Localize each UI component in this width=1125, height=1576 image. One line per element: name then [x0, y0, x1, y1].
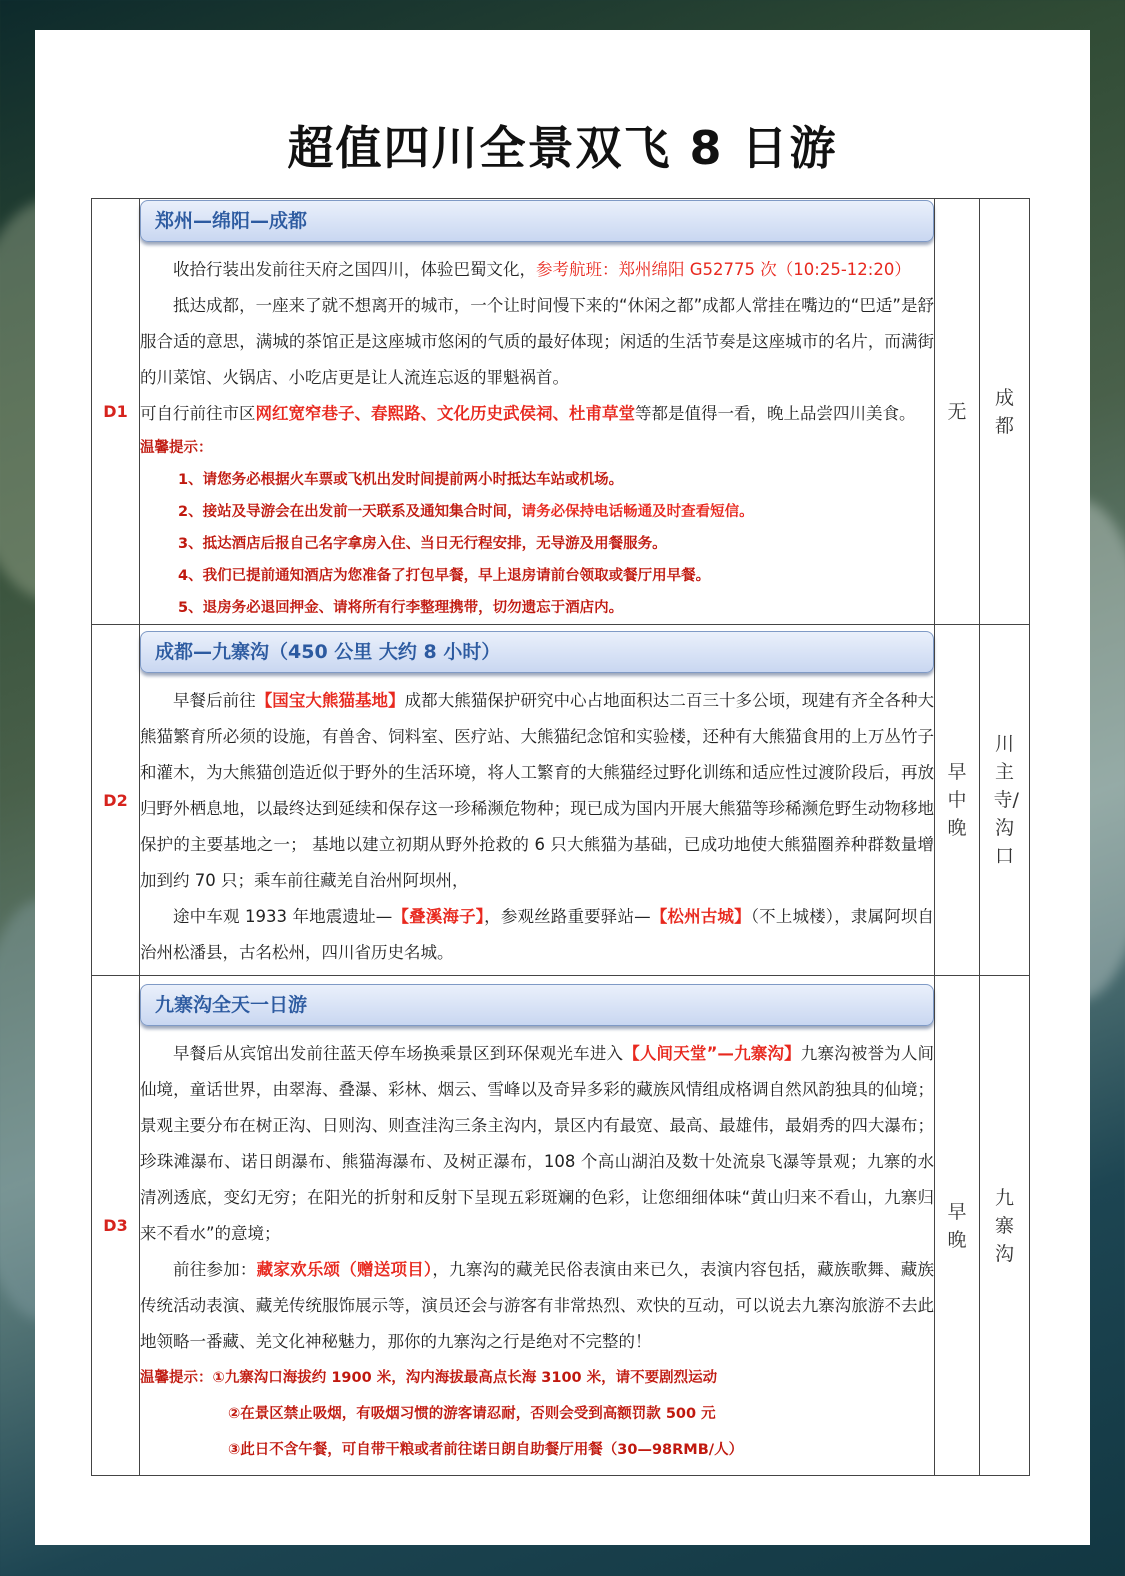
day-label: D2	[92, 625, 140, 976]
day-row-d1	[92, 199, 1030, 625]
hotel-cell	[980, 625, 1030, 976]
tip-item: 1、请您务必根据火车票或飞机出发时间提前两小时抵达车站或机场。	[178, 472, 624, 488]
meals-text: 早中晚	[947, 761, 967, 839]
text: 成都大熊猫保护研究中心占地面积达二百三十多公顷，现建有齐全各种大熊猫繁育所必须的设施，有兽舍、饲料室、医疗站、大熊猫纪念馆和实验楼，还种有大熊猫食用的上万丛竹子和灌木，为大熊猫创造近似于野外的生活环境，将人工繁育的大熊猫经过野化训练和适应性过渡阶段后，再放归野外栖息地，以最终达到延续和保存这一珍稀濒危物种；现已成为国内开展大熊猫等珍稀濒危野生动物移地保护的主要基地之一； 基地以建立初期从野外抢救的 6 只大熊猫为基础，已成功地使大熊猫圈养种群数量增加到约 70 只；乘车前往藏羌自治州阿坝州，	[140, 690, 935, 890]
highlight-attraction: 【松州古城】	[650, 906, 751, 926]
day-label: D3	[92, 976, 140, 1476]
day-content	[140, 976, 935, 1476]
meals-cell	[935, 625, 980, 976]
day-content	[140, 625, 935, 976]
text: ，九寨沟的藏羌民俗表演由来已久，表演内容包括，藏族歌舞、藏族传统活动表演、藏羌传统服饰展示等，演员还会与游客有非常热烈、欢快的互动，可以说去九寨沟旅游不去此地领略一番藏、羌文化神秘魅力，那你的九寨沟之行是绝对不完整的！	[140, 1260, 935, 1351]
tip-item: 3、抵达酒店后报自己名字拿房入住、当日无行程安排，无导游及用餐服务。	[178, 536, 667, 552]
hotel-text: 成都	[994, 386, 1014, 437]
paragraph	[140, 899, 934, 971]
text: 前往参加：	[173, 1260, 257, 1279]
tip-item: 温馨提示：①九寨沟口海拔约 1900 米，沟内海拔最高点长海 3100 米，请不要剧烈运动	[140, 1370, 718, 1386]
paragraph	[140, 1036, 934, 1252]
tip-item: 4、我们已提前通知酒店为您准备了打包早餐，早上退房请前台领取或餐厅用早餐。	[178, 568, 711, 584]
highlight-attraction: 【人间天堂”—九寨沟】	[623, 1044, 801, 1063]
highlight-show: 藏家欢乐颂（赠送项目）	[256, 1260, 433, 1279]
paragraph	[140, 252, 934, 288]
day-label: D1	[92, 199, 140, 625]
route-title: 成都—九寨沟（450 公里 大约 8 小时）	[140, 631, 934, 673]
meals-cell	[935, 976, 980, 1476]
itinerary-page	[35, 30, 1090, 1545]
hotel-text: 九寨沟	[994, 1186, 1014, 1265]
day-row-d2	[92, 625, 1030, 976]
text: 途中车观 1933 年地震遗址—	[173, 906, 393, 926]
tip-title: 温馨提示：	[140, 440, 213, 456]
day-row-d3	[92, 976, 1030, 1476]
flight-info: 参考航班：郑州绵阳 G52775 次（10:25-12:20）	[536, 260, 911, 279]
text: （不上城楼），隶属阿坝自治州松潘县，古名松州，四川省历史名城。	[140, 906, 935, 962]
tip-item: ③此日不含午餐，可自带干粮或者前往诺日朗自助餐厅用餐（30—98RMB/人）	[228, 1442, 744, 1458]
text: 九寨沟被誉为人间仙境，童话世界，由翠海、叠瀑、彩林、烟云、雪峰以及奇异多彩的藏族风情组成格调自然风韵独具的仙境；景观主要分布在树正沟、日则沟、则查洼沟三条主沟内，景区内有最宽、最高、最雄伟，最娟秀的四大瀑布；珍珠滩瀑布、诺日朗瀑布、熊猫海瀑布、及树正瀑布，108 个高山湖泊及数十处流泉飞瀑等景观；九寨的水清冽透底，变幻无穷；在阳光的折射和反射下呈现五彩斑斓的色彩，让您细细体味“黄山归来不看山，九寨归来不看水”的意境；	[140, 1044, 935, 1243]
route-title: 郑州—绵阳—成都	[140, 200, 934, 242]
itinerary-table	[91, 198, 1030, 1476]
text: ，参观丝路重要驿站—	[484, 906, 651, 926]
paragraph	[140, 683, 934, 899]
route-title: 九寨沟全天一日游	[140, 984, 934, 1026]
paragraph	[140, 396, 934, 432]
hotel-cell	[980, 199, 1030, 625]
text: 收拾行装出发前往天府之国四川，体验巴蜀文化，	[173, 260, 536, 279]
text: 等都是值得一看，晚上品尝四川美食。	[635, 404, 916, 423]
highlight-attraction: 【国宝大熊猫基地】	[255, 690, 405, 710]
tip-item	[140, 496, 934, 528]
meals-cell	[935, 199, 980, 625]
text: 早餐后前往	[173, 690, 256, 710]
day-content	[140, 199, 935, 625]
hotel-text: 川主寺/沟口	[993, 733, 1019, 867]
meals-text: 无	[947, 400, 967, 423]
paragraph	[140, 1252, 934, 1360]
tip-emphasis: 请务必保持电话畅通及时查看短信。	[521, 504, 754, 520]
paragraph: 抵达成都，一座来了就不想离开的城市，一个让时间慢下来的“休闲之都”成都人常挂在嘴边的“巴适”是舒服合适的意思，满城的茶馆正是这座城市悠闲的气质的最好体现；闲适的生活节奏是这座城市的名片，而满街的川菜馆、火锅店、小吃店更是让人流连忘返的罪魁祸首。	[140, 296, 934, 387]
highlight-attraction: 【叠溪海子】	[392, 906, 485, 926]
page-title: 超值四川全景双飞 8 日游	[287, 121, 838, 175]
tip-item: 5、退房务必退回押金、请将所有行李整理携带，切勿遗忘于酒店内。	[178, 600, 624, 616]
text: 可自行前往市区	[140, 404, 256, 423]
text: 2、接站及导游会在出发前一天联系及通知集合时间，	[178, 504, 522, 520]
meals-text: 早晚	[947, 1200, 967, 1251]
tip-item: ②在景区禁止吸烟，有吸烟习惯的游客请忍耐，否则会受到高额罚款 500 元	[228, 1406, 716, 1422]
highlight-attractions: 网红宽窄巷子、春熙路、文化历史武侯祠、杜甫草堂	[255, 404, 635, 423]
hotel-cell	[980, 976, 1030, 1476]
text: 早餐后从宾馆出发前往蓝天停车场换乘景区到环保观光车进入	[173, 1044, 624, 1063]
